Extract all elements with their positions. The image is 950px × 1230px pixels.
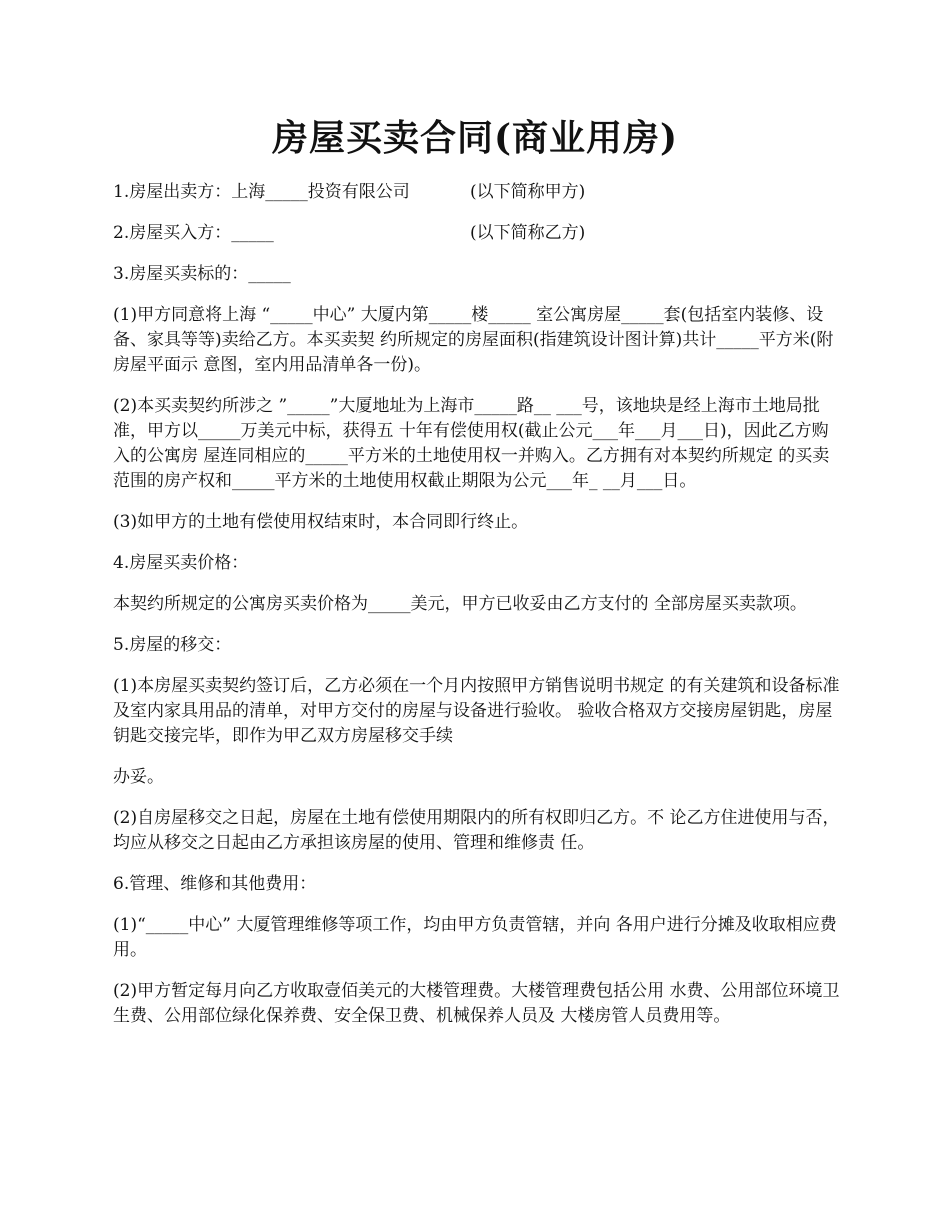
section-5-heading: 5.房屋的移交： [113,635,232,655]
section-5-clause-2: (2)自房屋移交之日起，房屋在土地有偿使用期限内的所有权即归乙方。不 论乙方住进使用与否，均应从移交之日起由乙方承担该房屋的使用、管理和维修责 任。 [113,808,840,853]
buyer-label: 2.房屋买入方：_____ [113,223,274,243]
buyer-line [113,221,840,246]
section-3-heading: 3.房屋买卖标的：_____ [113,264,291,284]
section-4-heading: 4.房屋买卖价格： [113,553,249,573]
section-6-clause-1: (1)“_____中心” 大厦管理维修等项工作，均由甲方负责管辖，并向 各用户进行分摊及收取相应费用。 [113,915,837,960]
document-title: 房屋买卖合同(商业用房) [271,117,679,159]
section-6-clause-2: (2)甲方暂定每月向乙方收取壹佰美元的大楼管理费。大楼管理费包括公用 水费、公用部位环境卫生费、公用部位绿化保养费、安全保卫费、机械保养人员及 大楼房管人员费用等。 [113,981,840,1026]
section-6-heading: 6.管理、维修和其他费用： [113,874,317,894]
seller-alias: (以下简称甲方) [470,182,586,202]
seller-line [113,180,840,205]
document-body [113,180,840,1045]
buyer-alias: (以下简称乙方) [470,223,586,243]
section-5-clause-1: (1)本房屋买卖契约签订后，乙方必须在一个月内按照甲方销售说明书规定 的有关建筑和设备标准及室内家具用品的清单，对甲方交付的房屋与设备进行验收。 验收合格双方交接房屋钥匙，房屋钥匙交接完毕，即作为甲乙双方房屋移交手续 [113,676,840,746]
section-5-clause-1-end: 办妥。 [113,767,164,787]
section-3-clause-3: (3)如甲方的土地有偿使用权结束时，本合同即行终止。 [113,512,529,532]
section-4-body: 本契约所规定的公寓房买卖价格为_____美元，甲方已收妥由乙方支付的 全部房屋买卖款项。 [113,594,807,614]
seller-label: 1.房屋出卖方：上海_____投资有限公司 [113,182,410,202]
section-3-clause-1: (1)甲方同意将上海 “_____中心” 大厦内第_____楼_____ 室公寓房屋_____套(包括室内装修、设备、家具等等)卖给乙方。本买卖契 约所规定的房屋面积(指建筑设计图计算)共计_____平方米(附房屋平面示 意图，室内用品清单各一份)。 [113,305,834,375]
section-3-clause-2: (2)本买卖契约所涉之 ”_____”大厦地址为上海市_____路__ ___号，该地块是经上海市土地局批准，甲方以_____万美元中标，获得五 十年有偿使用权(截止公元___年___月___日)，因此乙方购入的公寓房 屋连同相应的_____平方米的土地使用权一并购入。乙方拥有对本契约所规定 的买卖范围的房产权和_____平方米的土地使用权截止期限为公元___年_ __月___日。 [113,396,830,491]
